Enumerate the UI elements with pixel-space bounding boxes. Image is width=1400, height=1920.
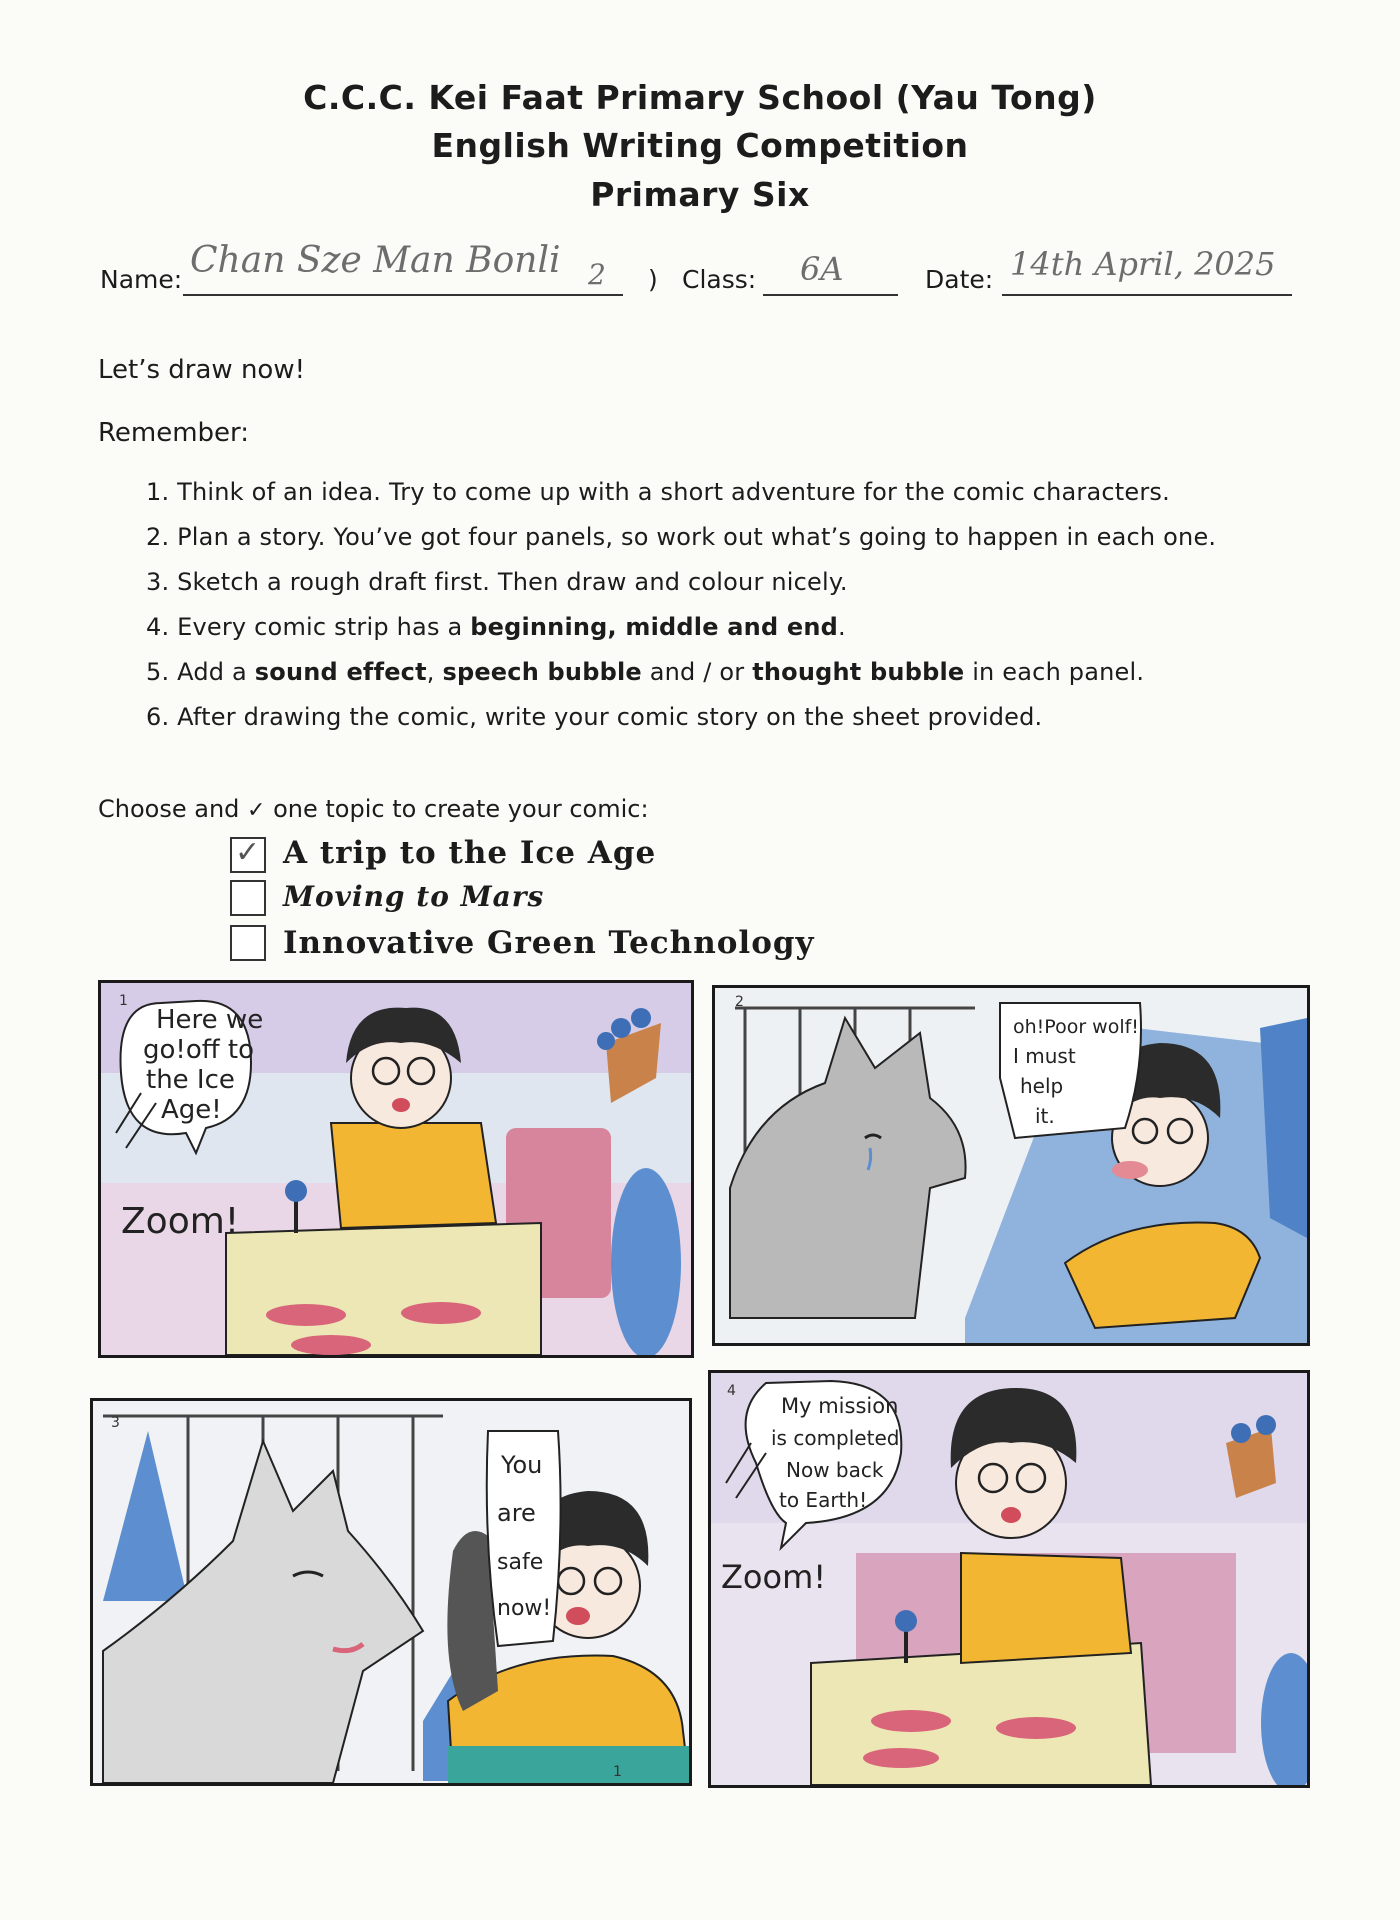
boy-shirt <box>331 1123 496 1228</box>
competition-title: English Writing Competition <box>431 126 969 165</box>
boy-pants <box>448 1746 689 1783</box>
remember-heading: Remember: <box>98 418 250 448</box>
date-value[interactable]: 14th April, 2025 <box>1010 245 1276 283</box>
name-label: Name: <box>100 265 183 294</box>
intro-text: Let’s draw now! <box>98 355 306 385</box>
checkmark-icon: ✓ <box>247 798 266 823</box>
step-4-mid: . <box>838 613 846 641</box>
step-4-b1: beginning, middle and end <box>470 613 839 641</box>
panel-1-drawing <box>101 983 691 1355</box>
speech-line-1: My mission <box>781 1394 899 1418</box>
topic-ice-age[interactable]: A trip to the Ice Age <box>283 835 657 871</box>
step-6-pre: 6. After drawing the comic, write your comic story on the sheet provided. <box>146 703 1043 731</box>
step-5-end: in each panel. <box>964 658 1145 686</box>
topic-checkbox-green-tech[interactable] <box>230 925 266 961</box>
sound-effect: Zoom! <box>121 1201 240 1242</box>
choose-pre: Choose and <box>98 795 240 823</box>
step-5-b2: speech bubble <box>442 658 642 686</box>
speech-line-2: I must <box>1013 1044 1076 1068</box>
boy-shirt <box>961 1553 1131 1663</box>
speech-line-1: You <box>501 1451 543 1479</box>
speech-line-1: Here we <box>156 1005 264 1035</box>
speech-line-2: are <box>497 1499 536 1527</box>
console <box>226 1223 541 1355</box>
panel-number: 2 <box>735 994 744 1010</box>
panel-corner-mark: 1 <box>613 1764 622 1780</box>
step-3 <box>146 568 848 596</box>
panel-4-drawing <box>711 1373 1307 1785</box>
speech-line-2: is completed <box>771 1426 900 1450</box>
step-6 <box>146 703 1042 731</box>
panel-number: 3 <box>111 1415 120 1431</box>
step-1 <box>146 478 1170 506</box>
joystick <box>285 1180 307 1202</box>
panel-3-drawing <box>93 1401 689 1783</box>
sound-effect: Zoom! <box>721 1558 827 1596</box>
comic-panel-4 <box>708 1370 1310 1788</box>
step-5-b3: thought bubble <box>752 658 965 686</box>
paren-mark: ) <box>648 265 658 294</box>
step-3-pre: 3. Sketch a rough draft first. Then draw and colour nicely. <box>146 568 848 596</box>
speech-line-1: oh!Poor wolf! <box>1013 1016 1139 1038</box>
topic-checkbox-ice-age[interactable] <box>230 837 266 873</box>
step-5-post: and / or <box>641 658 753 686</box>
date-line <box>1002 294 1292 296</box>
step-4 <box>146 613 846 641</box>
class-line <box>763 294 898 296</box>
speech-line-4: Age! <box>161 1095 222 1125</box>
step-5-mid: , <box>426 658 443 686</box>
date-label: Date: <box>925 265 994 294</box>
panel-2-drawing <box>715 988 1307 1343</box>
name-line <box>183 294 623 296</box>
comic-panel-3 <box>90 1398 692 1786</box>
speech-line-3: the Ice <box>146 1065 235 1095</box>
checkmark-icon: ✓ <box>235 835 261 870</box>
name-value[interactable]: Chan Sze Man Bonli <box>190 240 561 281</box>
topic-checkbox-mars[interactable] <box>230 880 266 916</box>
step-2-pre: 2. Plan a story. You’ve got four panels, so work out what’s going to happen in each one. <box>146 523 1217 551</box>
speech-line-4: now! <box>497 1596 552 1621</box>
speech-line-3: help <box>1020 1074 1064 1098</box>
console <box>811 1643 1151 1785</box>
speech-line-2: go!off to <box>143 1035 255 1065</box>
class-number-value[interactable]: 2 <box>588 258 606 291</box>
step-5 <box>146 658 1144 686</box>
step-2 <box>146 523 1216 551</box>
ice-chunk <box>611 1168 681 1355</box>
school-title: C.C.C. Kei Faat Primary School (Yau Tong) <box>303 78 1097 117</box>
step-5-b1: sound effect <box>254 658 427 686</box>
comic-panel-1 <box>98 980 694 1358</box>
class-label: Class: <box>682 265 757 294</box>
speech-line-4: to Earth! <box>779 1488 868 1512</box>
comic-panel-2 <box>712 985 1310 1346</box>
step-1-pre: 1. Think of an idea. Try to come up with a short adventure for the comic characters. <box>146 478 1170 506</box>
panel-number: 1 <box>119 993 128 1009</box>
speech-line-3: Now back <box>786 1458 884 1482</box>
class-value[interactable]: 6A <box>800 250 844 288</box>
step-5-pre: 5. Add a <box>146 658 255 686</box>
level-title: Primary Six <box>590 175 810 214</box>
choose-post: one topic to create your comic: <box>273 795 649 823</box>
speech-line-3: safe <box>497 1550 544 1575</box>
topic-green-tech[interactable]: Innovative Green Technology <box>283 925 815 961</box>
choose-instruction <box>98 795 649 823</box>
panel-number: 4 <box>727 1383 736 1399</box>
topic-mars[interactable]: Moving to Mars <box>283 880 545 913</box>
joystick <box>895 1610 917 1632</box>
speech-line-4: it. <box>1035 1104 1055 1128</box>
step-4-pre: 4. Every comic strip has a <box>146 613 471 641</box>
